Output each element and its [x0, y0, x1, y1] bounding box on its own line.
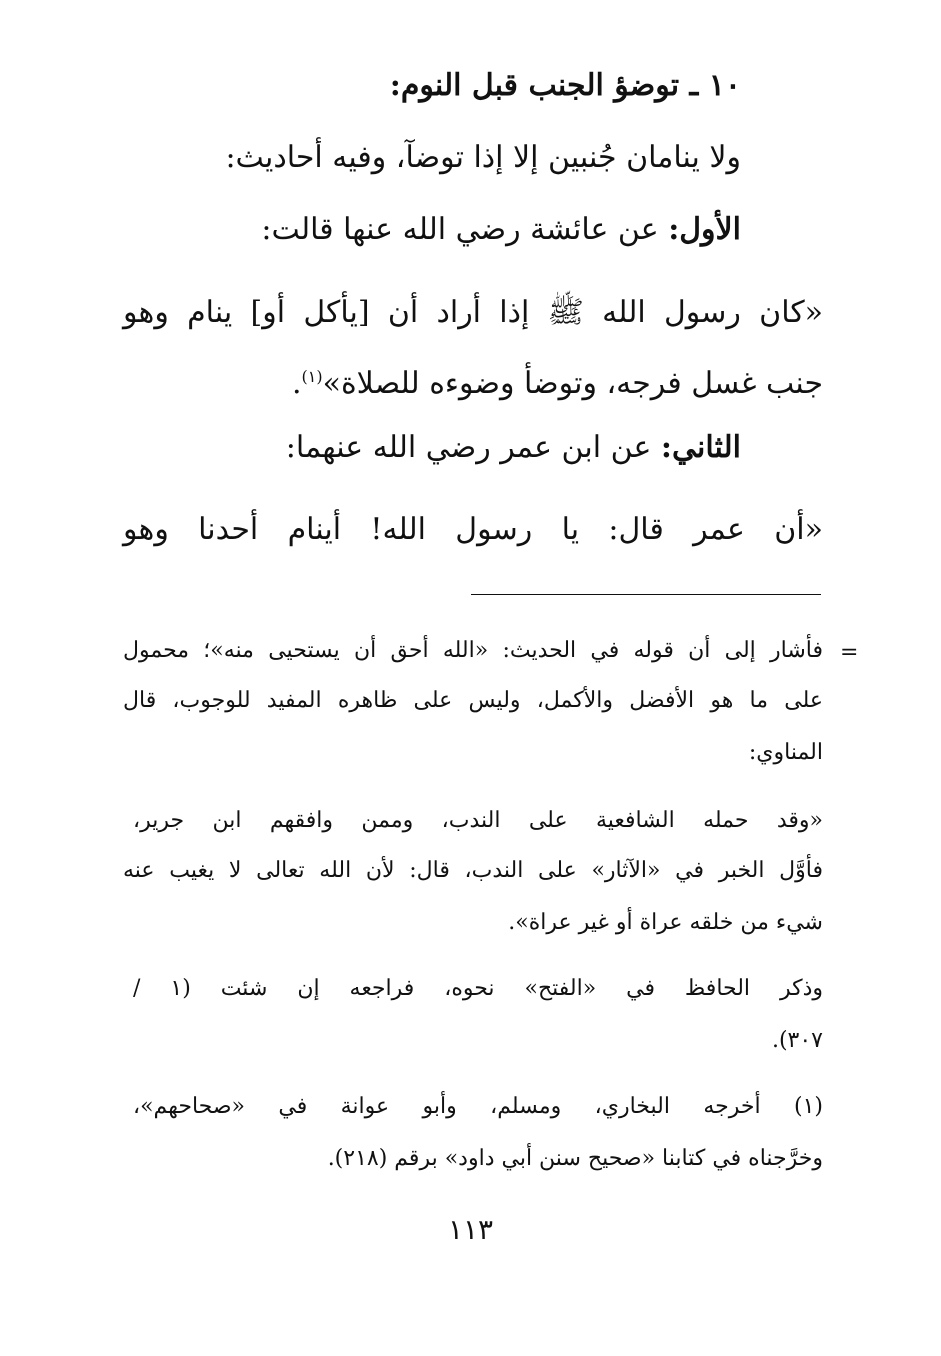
page-number: ١١٣ [447, 1213, 494, 1246]
hadith1-line2-text: جنب غسل فرجه، وتوضأ وضوءه للصلاة» [322, 366, 823, 401]
second-hadith-intro [41, 428, 741, 468]
footnote-p2-line2: فأوَّل الخبر في «الآثار» على الندب، قال: لأن الله تعالى لا يغيب عنه [123, 858, 823, 883]
footnote-p1-line3: المناوي: [748, 740, 823, 765]
footnote-p2-line3: شيء من خلقه عراة أو غير عراة». [508, 910, 823, 935]
section-heading: ١٠ ـ توضؤ الجنب قبل النوم: [389, 68, 741, 103]
footnote-separator [471, 594, 821, 595]
intro-text: ولا ينامان جُنبين إلا إذا توضآ، وفيه أحاديث: [225, 140, 741, 175]
footnote-p1-line2: على ما هو الأفضل والأكمل، وليس على ظاهره المفيد للوجوب، قال [123, 688, 823, 713]
footnote-p3-line1: وذكر الحافظ في «الفتح» نحوه، فراجعه إن شئت (١ / [133, 976, 824, 1001]
first-hadith-intro [41, 210, 741, 250]
hadith2-line1: «أن عمر قال: يا رسول الله! أينام أحدنا وهو [123, 512, 823, 547]
footnote-ref-1: (١) [301, 367, 323, 386]
footnote-p2-line1: «وقد حمله الشافعية على الندب، وممن وافقهم ابن جرير، [133, 808, 823, 833]
footnote-p3-line2: ٣٠٧). [771, 1028, 823, 1053]
continuation-mark: = [840, 640, 859, 665]
first-hadith-intro-text: عن عائشة رضي الله عنها قالت: [261, 212, 669, 247]
second-label: الثاني: [660, 430, 741, 465]
hadith1-line2 [123, 357, 823, 404]
second-hadith-intro-text: عن ابن عمر رضي الله عنهما: [285, 430, 661, 465]
first-label: الأول: [668, 212, 741, 247]
footnote-1-line1: (١) أخرجه البخاري، ومسلم، وأبو عوانة في «صحاحهم»، [133, 1094, 823, 1119]
footnote-p1-line1: فأشار إلى أن قوله في الحديث: «الله أحق أن يستحيى منه»؛ محمول [123, 638, 823, 663]
hadith1-line2-end: . [291, 366, 302, 401]
footnote-1-line2: وخرَّجناه في كتابنا «صحيح سنن أبي داود» برقم (٢١٨). [327, 1146, 823, 1171]
hadith1-line1: «كان رسول الله ﷺ إذا أراد أن [يأكل أو] ينام وهو [123, 295, 823, 330]
